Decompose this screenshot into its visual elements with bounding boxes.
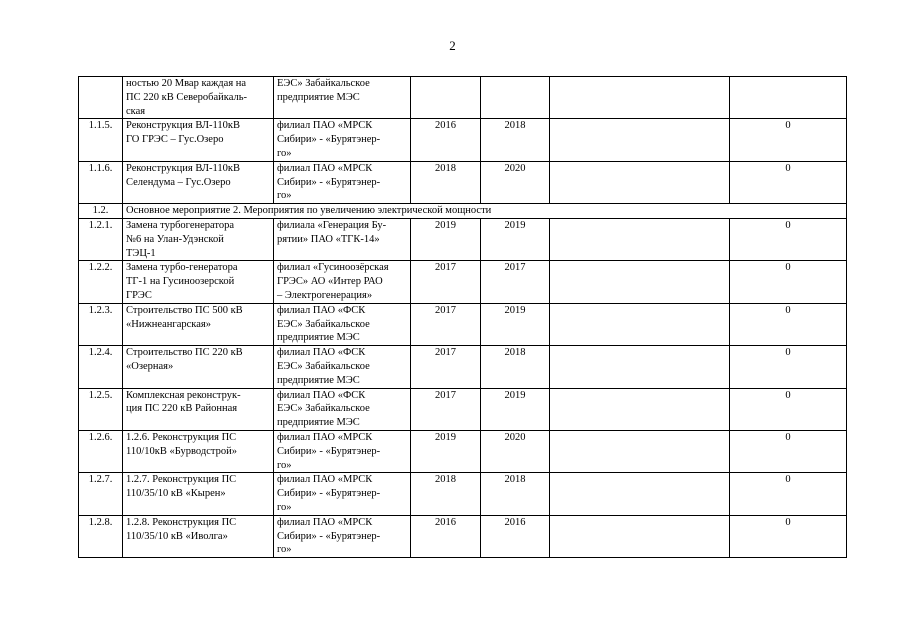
row-number: 1.1.5. [79, 119, 123, 161]
end-year: 2017 [481, 261, 550, 303]
measure-name-line: ГО ГРЭС – Гус.Озеро [126, 134, 224, 146]
executor-line: го» [277, 147, 292, 159]
row-number: 1.2.5. [79, 388, 123, 430]
page-number: 2 [449, 38, 456, 53]
measure-name-line: 110/10кВ «Бурводстрой» [126, 445, 237, 457]
measure-name-line: Замена турбо-генератора [126, 262, 238, 274]
measure-name [123, 303, 274, 345]
start-year: 2016 [411, 119, 481, 161]
executor-line: Сибири» - «Бурятэнер- [277, 176, 381, 188]
empty-cell [550, 473, 730, 515]
start-year: 2019 [411, 430, 481, 472]
row-number [79, 77, 123, 119]
executor-line: филиал ПАО «МРСК [277, 431, 373, 443]
value-cell: 0 [730, 161, 847, 203]
empty-cell [550, 77, 730, 119]
executor-line: филиал ПАО «ФСК [277, 304, 366, 316]
value-cell [730, 77, 847, 119]
executor [274, 218, 411, 260]
executor-line: филиал ПАО «МРСК [277, 474, 373, 486]
executor-line: предприятие МЭС [277, 374, 360, 386]
value-cell: 0 [730, 473, 847, 515]
measure-name-line: ТЭЦ-1 [126, 247, 156, 259]
executor-line: филиал ПАО «МРСК [277, 162, 373, 174]
executor [274, 119, 411, 161]
measure-name-line: №6 на Улан-Удэнской [126, 233, 224, 245]
executor-line: филиал «Гусиноозёрская [277, 262, 389, 274]
measure-name-line: 1.2.8. Реконструкция ПС [126, 516, 237, 528]
row-number: 1.2.7. [79, 473, 123, 515]
end-year: 2019 [481, 388, 550, 430]
executor-line: ЕЭС» Забайкальское [277, 360, 370, 372]
measure-name [123, 161, 274, 203]
executor-line: Сибири» - «Бурятэнер- [277, 488, 381, 500]
start-year: 2018 [411, 161, 481, 203]
measure-name [123, 346, 274, 388]
measure-name-line: 1.2.6. Реконструкция ПС [126, 431, 237, 443]
empty-cell [550, 515, 730, 557]
table-row [79, 388, 847, 430]
executor [274, 161, 411, 203]
end-year: 2016 [481, 515, 550, 557]
row-number: 1.2.6. [79, 430, 123, 472]
measure-name-line: ТГ-1 на Гусиноозерской [126, 276, 235, 288]
measure-name-line: ция ПС 220 кВ Районная [126, 403, 238, 415]
executor-line: ЕЭС» Забайкальское [277, 403, 370, 415]
measure-name-line: Замена турбогенератора [126, 219, 235, 231]
executor-line: Сибири» - «Бурятэнер- [277, 530, 381, 542]
measure-name [123, 77, 274, 119]
row-number: 1.2.4. [79, 346, 123, 388]
measure-name-line: 110/35/10 кВ «Иволга» [126, 530, 228, 542]
executor-line: предприятие МЭС [277, 417, 360, 429]
end-year: 2019 [481, 218, 550, 260]
measure-name [123, 261, 274, 303]
empty-cell [550, 388, 730, 430]
row-number: 1.2.2. [79, 261, 123, 303]
executor [274, 515, 411, 557]
end-year: 2020 [481, 430, 550, 472]
executor [274, 388, 411, 430]
executor-line: ЕЭС» Забайкальское [277, 78, 370, 89]
table-row [79, 473, 847, 515]
value-cell: 0 [730, 515, 847, 557]
start-year: 2016 [411, 515, 481, 557]
row-number: 1.2.8. [79, 515, 123, 557]
empty-cell [550, 346, 730, 388]
executor-line: рятии» ПАО «ТГК-14» [277, 233, 380, 245]
executor-line: Сибири» - «Бурятэнер- [277, 445, 381, 457]
row-number: 1.1.6. [79, 161, 123, 203]
end-year: 2018 [481, 119, 550, 161]
table-row [79, 430, 847, 472]
measure-name-line: ская [126, 105, 146, 117]
measure-name-line: Реконструкция ВЛ-110кВ [126, 162, 241, 174]
measure-name [123, 119, 274, 161]
start-year: 2017 [411, 346, 481, 388]
end-year: 2018 [481, 346, 550, 388]
measure-name-line: «Нижнеангарская» [126, 318, 211, 330]
measure-name [123, 473, 274, 515]
executor [274, 346, 411, 388]
table-row [79, 346, 847, 388]
measure-name-line: Строительство ПС 500 кВ [126, 304, 243, 316]
start-year: 2019 [411, 218, 481, 260]
start-year: 2017 [411, 261, 481, 303]
start-year: 2018 [411, 473, 481, 515]
executor [274, 261, 411, 303]
executor-line: ГРЭС» АО «Интер РАО [277, 276, 383, 288]
measure-name [123, 218, 274, 260]
executor [274, 77, 411, 119]
measures-table [78, 76, 847, 558]
measure-name [123, 388, 274, 430]
table-row [79, 261, 847, 303]
executor-line: филиал ПАО «МРСК [277, 120, 373, 132]
executor-line: филиал ПАО «МРСК [277, 516, 373, 528]
value-cell: 0 [730, 218, 847, 260]
end-year: 2020 [481, 161, 550, 203]
executor-line: филиала «Генерация Бу- [277, 219, 387, 231]
executor-line: ЕЭС» Забайкальское [277, 318, 370, 330]
row-number: 1.2.1. [79, 218, 123, 260]
executor-line: предприятие МЭС [277, 91, 360, 103]
start-year: 2017 [411, 388, 481, 430]
measure-name-line: Селендума – Гус.Озеро [126, 176, 231, 188]
measure-name-line: ГРЭС [126, 289, 152, 301]
start-year: 2017 [411, 303, 481, 345]
value-cell: 0 [730, 303, 847, 345]
measure-name-line: 1.2.7. Реконструкция ПС [126, 474, 237, 486]
end-year: 2019 [481, 303, 550, 345]
end-year [481, 77, 550, 119]
value-cell: 0 [730, 119, 847, 161]
row-number: 1.2.3. [79, 303, 123, 345]
section-number: 1.2. [79, 204, 123, 219]
measure-name-line: Реконструкция ВЛ-110кВ [126, 120, 241, 132]
executor-line: Сибири» - «Бурятэнер- [277, 134, 381, 146]
value-cell: 0 [730, 430, 847, 472]
table-row [79, 218, 847, 260]
measure-name-line: «Озерная» [126, 360, 174, 372]
empty-cell [550, 430, 730, 472]
executor [274, 303, 411, 345]
measure-name [123, 515, 274, 557]
executor [274, 430, 411, 472]
table-row [79, 119, 847, 161]
executor-line: филиал ПАО «ФСК [277, 347, 366, 359]
table-row [79, 303, 847, 345]
measure-name-line: Строительство ПС 220 кВ [126, 347, 243, 359]
value-cell: 0 [730, 346, 847, 388]
section-row [79, 204, 847, 219]
measure-name-line: ПС 220 кВ Северобайкаль- [126, 91, 248, 103]
empty-cell [550, 218, 730, 260]
start-year [411, 77, 481, 119]
table-row [79, 77, 847, 119]
measure-name-line: Комплексная реконструк- [126, 389, 241, 401]
table-row [79, 161, 847, 203]
executor-line: го» [277, 459, 292, 471]
executor-line: предприятие МЭС [277, 332, 360, 344]
value-cell: 0 [730, 261, 847, 303]
executor-line: го» [277, 544, 292, 556]
measure-name-line: 110/35/10 кВ «Кырен» [126, 488, 226, 500]
executor [274, 473, 411, 515]
empty-cell [550, 261, 730, 303]
measure-name-line: ностью 20 Мвар каждая на [126, 78, 247, 89]
executor-line: го» [277, 190, 292, 202]
empty-cell [550, 161, 730, 203]
end-year: 2018 [481, 473, 550, 515]
section-title: Основное мероприятие 2. Мероприятия по увеличению электрической мощности [123, 204, 847, 219]
empty-cell [550, 119, 730, 161]
measure-name [123, 430, 274, 472]
executor-line: го» [277, 501, 292, 513]
executor-line: филиал ПАО «ФСК [277, 389, 366, 401]
empty-cell [550, 303, 730, 345]
value-cell: 0 [730, 388, 847, 430]
table-row [79, 515, 847, 557]
executor-line: – Электрогенерация» [277, 289, 373, 301]
